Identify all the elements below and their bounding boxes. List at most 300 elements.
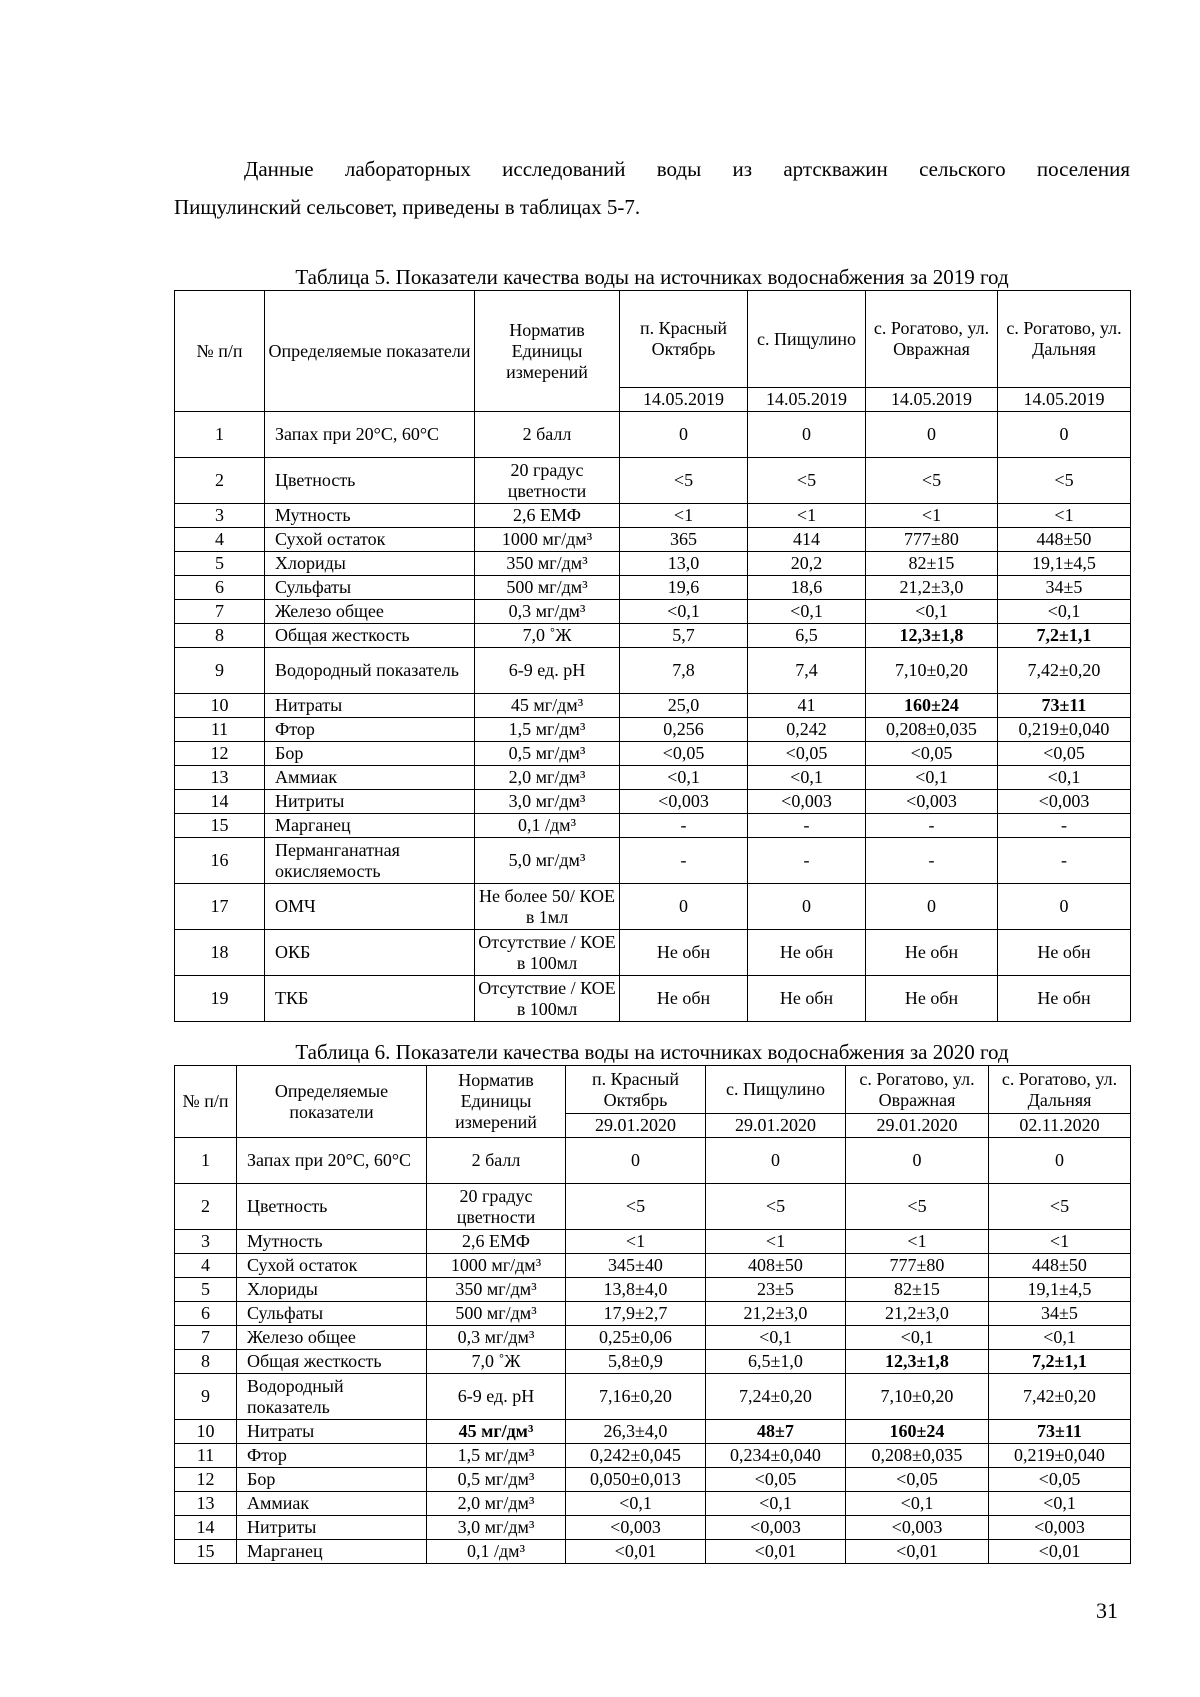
indicator-name: Общая жесткость [237, 1350, 427, 1374]
row-number: 2 [175, 458, 265, 504]
measured-value: 25,0 [620, 694, 748, 718]
table-row [175, 838, 1131, 884]
table-row [175, 766, 1131, 790]
norm-value: 0,3 мг/дм³ [475, 600, 620, 624]
measured-value: - [748, 838, 866, 884]
norm-value: 2 балл [427, 1138, 566, 1184]
measured-value: 0,050±0,013 [566, 1468, 706, 1492]
row-number: 9 [175, 1374, 237, 1420]
intro-paragraph [174, 150, 1130, 226]
measured-value: <1 [706, 1230, 846, 1254]
measured-value: <0,003 [846, 1516, 989, 1540]
row-number: 19 [175, 976, 265, 1022]
measured-value: 365 [620, 528, 748, 552]
measured-value: <0,1 [706, 1492, 846, 1516]
norm-value: 7,0 ˚Ж [427, 1350, 566, 1374]
measured-value: <0,003 [998, 790, 1131, 814]
table-row [175, 648, 1131, 694]
measured-value: <0,05 [846, 1468, 989, 1492]
measured-value: <1 [989, 1230, 1131, 1254]
table-row [175, 742, 1131, 766]
row-number: 1 [175, 412, 265, 458]
indicator-name: Аммиак [237, 1492, 427, 1516]
indicator-name: Мутность [265, 504, 475, 528]
table-row [175, 1374, 1131, 1420]
measured-value: <1 [846, 1230, 989, 1254]
indicator-name: Сульфаты [265, 576, 475, 600]
measured-value: <0,01 [989, 1540, 1131, 1564]
measured-value: 0,256 [620, 718, 748, 742]
table-row [175, 1492, 1131, 1516]
norm-value: 500 мг/дм³ [427, 1302, 566, 1326]
row-number: 14 [175, 1516, 237, 1540]
measured-value: 408±50 [706, 1254, 846, 1278]
measured-value: <1 [998, 504, 1131, 528]
measured-value: 0 [620, 884, 748, 930]
measured-value: <0,01 [706, 1540, 846, 1564]
measured-value: 5,8±0,9 [566, 1350, 706, 1374]
measured-value: 0 [998, 412, 1131, 458]
measured-value: 19,1±4,5 [998, 552, 1131, 576]
norm-value: 0,1 /дм³ [427, 1540, 566, 1564]
row-number: 14 [175, 790, 265, 814]
row-number: 8 [175, 624, 265, 648]
table-row [175, 1230, 1131, 1254]
table-row [175, 458, 1131, 504]
measured-value: 777±80 [866, 528, 998, 552]
measured-value: <0,05 [620, 742, 748, 766]
indicator-name: Бор [265, 742, 475, 766]
indicator-name: Марганец [265, 814, 475, 838]
measured-value: 7,16±0,20 [566, 1374, 706, 1420]
norm-value: 0,1 /дм³ [475, 814, 620, 838]
norm-value: 1,5 мг/дм³ [427, 1444, 566, 1468]
measured-value: 0 [998, 884, 1131, 930]
norm-value: 20 градус цветности [427, 1184, 566, 1230]
page-number: 31 [1096, 1598, 1118, 1623]
measured-value: <0,05 [998, 742, 1131, 766]
norm-value: Отсутствие / КОЕ в 100мл [475, 930, 620, 976]
measured-value: <0,05 [748, 742, 866, 766]
measured-value: - [866, 838, 998, 884]
norm-value: 3,0 мг/дм³ [475, 790, 620, 814]
table-row [175, 528, 1131, 552]
table5-head-site: с. Рогатово, ул. Дальняя [998, 291, 1131, 388]
table-row [175, 930, 1131, 976]
row-number: 5 [175, 1278, 237, 1302]
table5-head-indicator: Определяемые показатели [265, 291, 475, 412]
norm-value: 5,0 мг/дм³ [475, 838, 620, 884]
measured-value: 0,25±0,06 [566, 1326, 706, 1350]
measured-value: <5 [566, 1184, 706, 1230]
measured-value: 21,2±3,0 [866, 576, 998, 600]
table-row [175, 552, 1131, 576]
indicator-name: Марганец [237, 1540, 427, 1564]
measured-value: 73±11 [998, 694, 1131, 718]
table-row [175, 1138, 1131, 1184]
row-number: 6 [175, 576, 265, 600]
measured-value: 0,242±0,045 [566, 1444, 706, 1468]
norm-value: 1000 мг/дм³ [475, 528, 620, 552]
measured-value: <0,1 [846, 1326, 989, 1350]
norm-value: 3,0 мг/дм³ [427, 1516, 566, 1540]
measured-value: 7,2±1,1 [989, 1350, 1131, 1374]
row-number: 12 [175, 1468, 237, 1492]
measured-value: <1 [748, 504, 866, 528]
row-number: 4 [175, 528, 265, 552]
measured-value: <5 [748, 458, 866, 504]
measured-value: 0 [989, 1138, 1131, 1184]
row-number: 6 [175, 1302, 237, 1326]
measured-value: <5 [998, 458, 1131, 504]
measured-value: - [620, 814, 748, 838]
indicator-name: Хлориды [237, 1278, 427, 1302]
measured-value: 19,1±4,5 [989, 1278, 1131, 1302]
measured-value: Не обн [620, 930, 748, 976]
table5-head-site: с. Рогатово, ул. Овражная [866, 291, 998, 388]
indicator-name: Сухой остаток [237, 1254, 427, 1278]
indicator-name: Фтор [237, 1444, 427, 1468]
table-row [175, 694, 1131, 718]
measured-value: - [866, 814, 998, 838]
table5-head-date: 14.05.2019 [998, 388, 1131, 412]
indicator-name: Водородный показатель [237, 1374, 427, 1420]
measured-value: <1 [620, 504, 748, 528]
row-number: 18 [175, 930, 265, 976]
measured-value: <0,1 [989, 1492, 1131, 1516]
measured-value: 82±15 [846, 1278, 989, 1302]
measured-value: 0 [748, 884, 866, 930]
norm-value: 6-9 ед. рН [475, 648, 620, 694]
table5-head-site: п. Красный Октябрь [620, 291, 748, 388]
table6-head-site: с. Рогатово, ул. Дальняя [989, 1066, 1131, 1114]
indicator-name: Нитраты [265, 694, 475, 718]
measured-value: Не обн [748, 976, 866, 1022]
table5-head-date: 14.05.2019 [620, 388, 748, 412]
measured-value: 345±40 [566, 1254, 706, 1278]
measured-value: 0,208±0,035 [866, 718, 998, 742]
row-number: 7 [175, 1326, 237, 1350]
measured-value: <0,1 [989, 1326, 1131, 1350]
table6-head-indicator: Определяемые показатели [237, 1066, 427, 1138]
norm-value: 2,6 ЕМФ [475, 504, 620, 528]
row-number: 2 [175, 1184, 237, 1230]
measured-value: 17,9±2,7 [566, 1302, 706, 1326]
measured-value: 7,10±0,20 [846, 1374, 989, 1420]
norm-value: 20 градус цветности [475, 458, 620, 504]
table-row [175, 1516, 1131, 1540]
indicator-name: Перманганатная окисляемость [265, 838, 475, 884]
table6 [174, 1065, 1131, 1564]
indicator-name: Общая жесткость [265, 624, 475, 648]
measured-value: 0 [866, 884, 998, 930]
measured-value: Не обн [998, 976, 1131, 1022]
measured-value: <1 [566, 1230, 706, 1254]
norm-value: 2,6 ЕМФ [427, 1230, 566, 1254]
table6-head-site: п. Красный Октябрь [566, 1066, 706, 1114]
intro-line-1: Данные лабораторных исследований воды из артскважин сельского поселения [244, 157, 1130, 181]
measured-value: <0,003 [706, 1516, 846, 1540]
measured-value: 21,2±3,0 [706, 1302, 846, 1326]
measured-value: 0 [846, 1138, 989, 1184]
table5-head-date: 14.05.2019 [866, 388, 998, 412]
table6-head-date: 02.11.2020 [989, 1114, 1131, 1138]
indicator-name: Железо общее [237, 1326, 427, 1350]
row-number: 9 [175, 648, 265, 694]
row-number: 4 [175, 1254, 237, 1278]
norm-value: 7,0 ˚Ж [475, 624, 620, 648]
measured-value: 0,234±0,040 [706, 1444, 846, 1468]
norm-value: 350 мг/дм³ [427, 1278, 566, 1302]
indicator-name: Железо общее [265, 600, 475, 624]
row-number: 11 [175, 718, 265, 742]
row-number: 11 [175, 1444, 237, 1468]
measured-value: <0,1 [620, 600, 748, 624]
indicator-name: Мутность [237, 1230, 427, 1254]
measured-value: 7,8 [620, 648, 748, 694]
indicator-name: Цветность [237, 1184, 427, 1230]
measured-value: <0,01 [846, 1540, 989, 1564]
row-number: 8 [175, 1350, 237, 1374]
measured-value: 5,7 [620, 624, 748, 648]
measured-value: 34±5 [989, 1302, 1131, 1326]
measured-value: 0 [866, 412, 998, 458]
indicator-name: ОКБ [265, 930, 475, 976]
indicator-name: Аммиак [265, 766, 475, 790]
indicator-name: Сульфаты [237, 1302, 427, 1326]
measured-value: 21,2±3,0 [846, 1302, 989, 1326]
measured-value: <0,003 [566, 1516, 706, 1540]
measured-value: 7,4 [748, 648, 866, 694]
measured-value: 73±11 [989, 1420, 1131, 1444]
table-row [175, 412, 1131, 458]
intro-line-2: Пищулинский сельсовет, приведены в таблицах 5-7. [174, 195, 641, 219]
measured-value: <0,1 [998, 766, 1131, 790]
table5-head-date: 14.05.2019 [748, 388, 866, 412]
measured-value: <0,1 [748, 766, 866, 790]
measured-value: <0,05 [706, 1468, 846, 1492]
row-number: 13 [175, 766, 265, 790]
measured-value: 448±50 [998, 528, 1131, 552]
table6-head-num: № п/п [175, 1066, 237, 1138]
indicator-name: Нитраты [237, 1420, 427, 1444]
row-number: 10 [175, 694, 265, 718]
norm-value: 2,0 мг/дм³ [427, 1492, 566, 1516]
indicator-name: ОМЧ [265, 884, 475, 930]
measured-value: <0,1 [998, 600, 1131, 624]
norm-value: 45 мг/дм³ [427, 1420, 566, 1444]
measured-value: 414 [748, 528, 866, 552]
measured-value: <5 [989, 1184, 1131, 1230]
measured-value: <1 [866, 504, 998, 528]
measured-value: - [620, 838, 748, 884]
measured-value: 7,42±0,20 [998, 648, 1131, 694]
row-number: 16 [175, 838, 265, 884]
indicator-name: Бор [237, 1468, 427, 1492]
measured-value: Не обн [748, 930, 866, 976]
table6-body [175, 1138, 1131, 1564]
measured-value: <0,1 [748, 600, 866, 624]
table-row [175, 600, 1131, 624]
measured-value: 12,3±1,8 [866, 624, 998, 648]
measured-value: 41 [748, 694, 866, 718]
measured-value: 0,242 [748, 718, 866, 742]
measured-value: 0 [706, 1138, 846, 1184]
norm-value: 1,5 мг/дм³ [475, 718, 620, 742]
row-number: 3 [175, 1230, 237, 1254]
norm-value: 500 мг/дм³ [475, 576, 620, 600]
measured-value: 7,10±0,20 [866, 648, 998, 694]
measured-value: 0,208±0,035 [846, 1444, 989, 1468]
measured-value: 13,0 [620, 552, 748, 576]
measured-value: 26,3±4,0 [566, 1420, 706, 1444]
row-number: 13 [175, 1492, 237, 1516]
table6-head-date: 29.01.2020 [566, 1114, 706, 1138]
measured-value: - [998, 838, 1131, 884]
norm-value: 45 мг/дм³ [475, 694, 620, 718]
table-row [175, 884, 1131, 930]
row-number: 5 [175, 552, 265, 576]
measured-value: <0,05 [866, 742, 998, 766]
norm-value: 0,5 мг/дм³ [475, 742, 620, 766]
table6-head-norm: Норматив Единицы измерений [427, 1066, 566, 1138]
measured-value: <0,003 [748, 790, 866, 814]
measured-value: <0,1 [866, 600, 998, 624]
indicator-name: Хлориды [265, 552, 475, 576]
measured-value: 0,219±0,040 [998, 718, 1131, 742]
norm-value: 6-9 ед. рН [427, 1374, 566, 1420]
measured-value: 0 [620, 412, 748, 458]
measured-value: 6,5±1,0 [706, 1350, 846, 1374]
measured-value: 7,2±1,1 [998, 624, 1131, 648]
measured-value: 82±15 [866, 552, 998, 576]
row-number: 7 [175, 600, 265, 624]
table-row [175, 624, 1131, 648]
table-row [175, 1254, 1131, 1278]
table5-header [175, 291, 1131, 412]
table-row [175, 504, 1131, 528]
measured-value: <5 [706, 1184, 846, 1230]
indicator-name: Водородный показатель [265, 648, 475, 694]
table-row [175, 976, 1131, 1022]
measured-value: <0,003 [989, 1516, 1131, 1540]
norm-value: Отсутствие / КОЕ в 100мл [475, 976, 620, 1022]
table-row [175, 1350, 1131, 1374]
table-row [175, 1184, 1131, 1230]
measured-value: 0 [748, 412, 866, 458]
norm-value: 350 мг/дм³ [475, 552, 620, 576]
indicator-name: Нитриты [265, 790, 475, 814]
measured-value: 6,5 [748, 624, 866, 648]
measured-value: <0,1 [566, 1492, 706, 1516]
measured-value: 12,3±1,8 [846, 1350, 989, 1374]
table6-header [175, 1066, 1131, 1138]
norm-value: 0,3 мг/дм³ [427, 1326, 566, 1350]
measured-value: <0,01 [566, 1540, 706, 1564]
table6-caption: Таблица 6. Показатели качества воды на источниках водоснабжения за 2020 год [295, 1040, 1009, 1064]
table-row [175, 790, 1131, 814]
measured-value: 160±24 [846, 1420, 989, 1444]
table-row [175, 1444, 1131, 1468]
table5 [174, 290, 1131, 1022]
norm-value: 0,5 мг/дм³ [427, 1468, 566, 1492]
norm-value: 2,0 мг/дм³ [475, 766, 620, 790]
table-row [175, 1278, 1131, 1302]
table-row [175, 1540, 1131, 1564]
measured-value: 13,8±4,0 [566, 1278, 706, 1302]
measured-value: Не обн [866, 930, 998, 976]
table-row [175, 1468, 1131, 1492]
row-number: 15 [175, 814, 265, 838]
indicator-name: Запах при 20°С, 60°С [265, 412, 475, 458]
measured-value: 48±7 [706, 1420, 846, 1444]
table-row [175, 1420, 1131, 1444]
measured-value: 0 [566, 1138, 706, 1184]
measured-value: 777±80 [846, 1254, 989, 1278]
measured-value: Не обн [866, 976, 998, 1022]
measured-value: Не обн [998, 930, 1131, 976]
table6-head-date: 29.01.2020 [706, 1114, 846, 1138]
table5-body [175, 412, 1131, 1022]
measured-value: <5 [620, 458, 748, 504]
measured-value: 160±24 [866, 694, 998, 718]
norm-value: 2 балл [475, 412, 620, 458]
measured-value: 7,42±0,20 [989, 1374, 1131, 1420]
measured-value: <0,1 [620, 766, 748, 790]
measured-value: - [998, 814, 1131, 838]
measured-value: <0,1 [866, 766, 998, 790]
table-row [175, 814, 1131, 838]
measured-value: 18,6 [748, 576, 866, 600]
measured-value: 448±50 [989, 1254, 1131, 1278]
measured-value: 20,2 [748, 552, 866, 576]
row-number: 15 [175, 1540, 237, 1564]
table5-head-num: № п/п [175, 291, 265, 412]
indicator-name: Цветность [265, 458, 475, 504]
indicator-name: Сухой остаток [265, 528, 475, 552]
norm-value: 1000 мг/дм³ [427, 1254, 566, 1278]
measured-value: 0,219±0,040 [989, 1444, 1131, 1468]
table6-head-site: с. Рогатово, ул. Овражная [846, 1066, 989, 1114]
indicator-name: ТКБ [265, 976, 475, 1022]
table5-head-site: с. Пищулино [748, 291, 866, 388]
row-number: 3 [175, 504, 265, 528]
row-number: 17 [175, 884, 265, 930]
table5-caption: Таблица 5. Показатели качества воды на источниках водоснабжения за 2019 год [295, 265, 1009, 289]
measured-value: 23±5 [706, 1278, 846, 1302]
measured-value: <0,003 [620, 790, 748, 814]
table-row [175, 718, 1131, 742]
row-number: 10 [175, 1420, 237, 1444]
measured-value: <0,003 [866, 790, 998, 814]
table6-head-date: 29.01.2020 [846, 1114, 989, 1138]
measured-value: <5 [866, 458, 998, 504]
row-number: 1 [175, 1138, 237, 1184]
indicator-name: Запах при 20°С, 60°С [237, 1138, 427, 1184]
row-number: 12 [175, 742, 265, 766]
measured-value: <5 [846, 1184, 989, 1230]
table-row [175, 576, 1131, 600]
table-row [175, 1326, 1131, 1350]
measured-value: 34±5 [998, 576, 1131, 600]
table-row [175, 1302, 1131, 1326]
table6-head-site: с. Пищулино [706, 1066, 846, 1114]
table5-head-norm: Норматив Единицы измерений [475, 291, 620, 412]
measured-value: <0,1 [706, 1326, 846, 1350]
measured-value: Не обн [620, 976, 748, 1022]
indicator-name: Нитриты [237, 1516, 427, 1540]
indicator-name: Фтор [265, 718, 475, 742]
